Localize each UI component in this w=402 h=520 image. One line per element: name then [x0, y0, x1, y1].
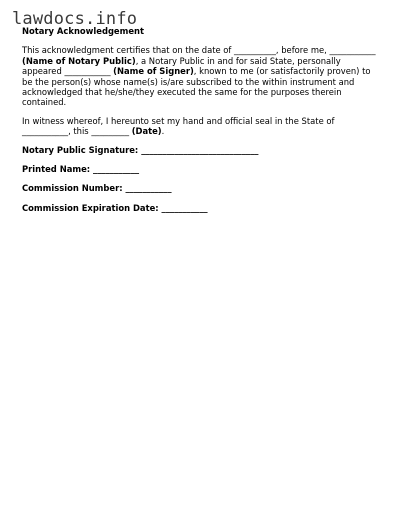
certification-text-3: , known to me (or satisfactorily proven) to be the person(s) whose name(s) is/are subscribed to the within instrument and acknowledged that he/she/they executed the same for the purposes therein contained.	[22, 66, 371, 108]
certification-text-1: This acknowledgment certifies that on the date of __________, before me, ___________	[22, 45, 376, 56]
certification-paragraph	[22, 45, 378, 107]
commission-number-field: Commission Number: ___________	[22, 183, 172, 194]
watermark: lawdocs.info	[12, 9, 138, 29]
commission-expiration-field: Commission Expiration Date: ___________	[22, 202, 208, 213]
certification-text-2: , a Notary Public in and for said State, personally appeared ___________	[22, 55, 341, 77]
signer-name-label: (Name of Signer)	[113, 66, 194, 77]
witness-text-2: .	[161, 126, 165, 137]
signature-field: Notary Public Signature: ____________________________	[22, 144, 259, 155]
witness-paragraph	[22, 116, 378, 137]
notary-name-label: (Name of Notary Public)	[22, 55, 136, 66]
witness-text-1: In witness whereof, I hereunto set my hand and official seal in the State of ___________, this _________	[22, 115, 335, 137]
printed-name-field: Printed Name: ___________	[22, 164, 140, 175]
document-body	[22, 26, 378, 222]
date-label: (Date)	[131, 126, 162, 137]
document-title: Notary Acknowledgement	[22, 26, 144, 36]
